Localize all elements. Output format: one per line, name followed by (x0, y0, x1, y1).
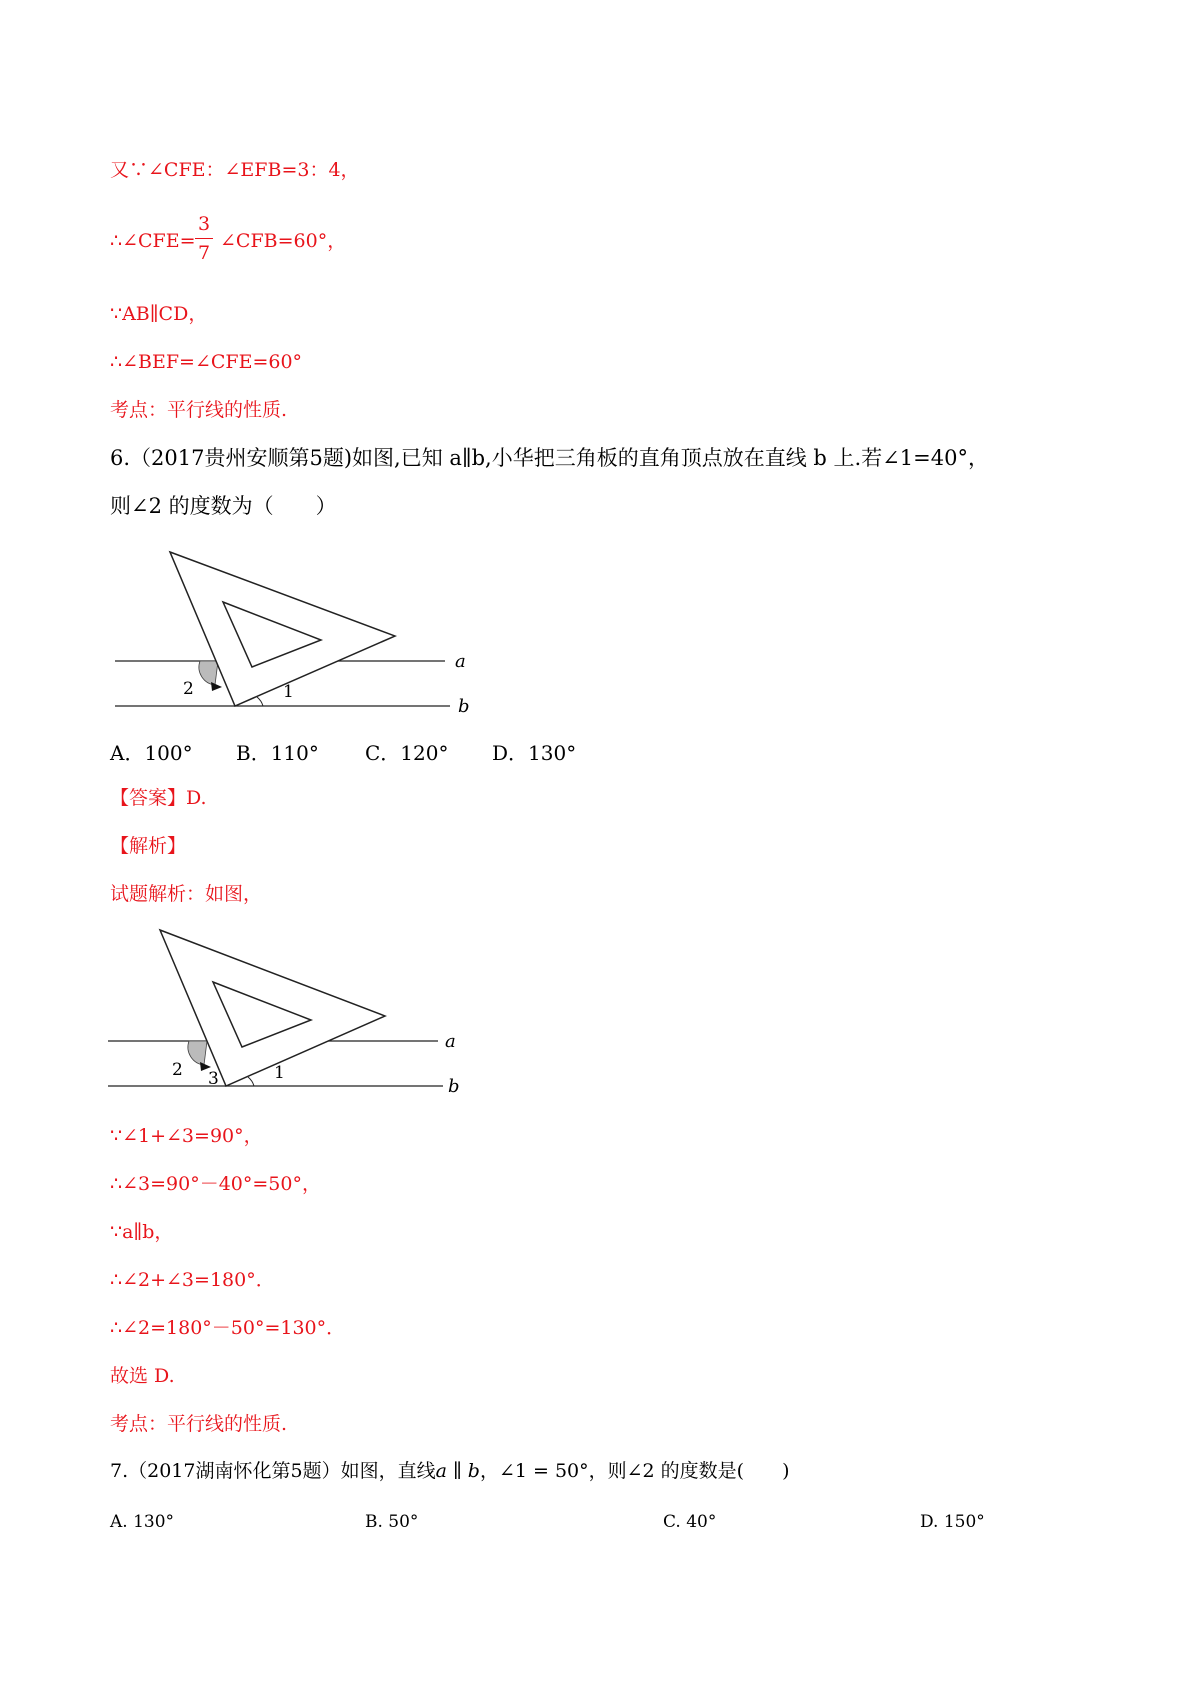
q6-option-b: B．110° (236, 741, 319, 765)
step-ab-cd: ∵AB∥CD， (110, 303, 208, 325)
step-cfe-suffix: ∠CFB=60°， (220, 230, 347, 252)
q7-option-a: A. 130° (110, 1512, 175, 1532)
q6-option-a: A．100° (110, 741, 193, 765)
q6-answer: 【答案】D. (110, 787, 207, 809)
kaodian-1: 考点：平行线的性质. (110, 399, 288, 421)
label-2: 2 (183, 679, 194, 699)
label-1: 1 (274, 1063, 285, 1083)
q6-figure-triangle-ruler (105, 540, 485, 720)
q6-stem-line2: 则∠2 的度数为（ ） (110, 494, 337, 518)
fraction-denominator: 7 (197, 242, 211, 264)
q6-step-5: ∴∠2=180°－50°=130°． (110, 1317, 346, 1339)
q6-analysis-label: 【解析】 (110, 835, 187, 857)
angle-2-shade (188, 1041, 207, 1065)
label-3: 3 (208, 1069, 219, 1089)
q7-rest: ，∠1 = 50°，则∠2 的度数是( ) (479, 1460, 790, 1482)
fraction-numerator: 3 (197, 213, 211, 235)
q7-stem (110, 1459, 790, 1483)
step-ratio: 又∵∠CFE：∠EFB=3：4， (110, 159, 360, 181)
label-b: b (458, 696, 470, 717)
q6-step-1: ∵∠1+∠3=90°， (110, 1125, 263, 1147)
arrow-head (211, 682, 222, 691)
q7-parallel: ∥ (446, 1460, 468, 1482)
q7-option-d: D. 150° (920, 1512, 985, 1532)
angle-1-arc (248, 1077, 254, 1086)
step-bef: ∴∠BEF=∠CFE=60° (110, 351, 303, 373)
q6-step-4: ∴∠2+∠3=180°． (110, 1269, 275, 1291)
fraction-bar (195, 238, 213, 239)
q6-solution-figure (100, 920, 480, 1100)
q7-prefix: 7.（2017湖南怀化第5题）如图，直线 (110, 1460, 436, 1482)
q7-var-a: a (435, 1460, 447, 1482)
q7-option-b: B. 50° (365, 1512, 419, 1532)
label-1: 1 (283, 682, 294, 702)
q6-analysis-intro: 试题解析：如图， (110, 883, 263, 905)
angle-1-arc (257, 697, 263, 706)
q6-conclusion: 故选 D. (110, 1365, 175, 1387)
label-a: a (445, 1031, 456, 1052)
label-a: a (455, 651, 466, 672)
q7-var-b: b (467, 1460, 480, 1482)
fraction-3-7 (195, 212, 213, 265)
label-2: 2 (172, 1060, 183, 1080)
q6-step-2: ∴∠3=90°－40°=50°， (110, 1173, 321, 1195)
label-b: b (448, 1076, 460, 1097)
angle-2-shade (199, 661, 218, 685)
q7-option-c: C. 40° (663, 1512, 717, 1532)
q6-step-3: ∵a∥b， (110, 1221, 174, 1243)
q6-option-c: C．120° (365, 741, 449, 765)
q6-stem-line1: 6.（2017贵州安顺第5题)如图,已知 a∥b,小华把三角板的直角顶点放在直线 b 上.若∠1=40°， (110, 446, 989, 470)
q6-option-d: D．130° (492, 741, 577, 765)
step-cfe-prefix: ∴∠CFE= (110, 230, 196, 252)
kaodian-2: 考点：平行线的性质. (110, 1413, 288, 1435)
